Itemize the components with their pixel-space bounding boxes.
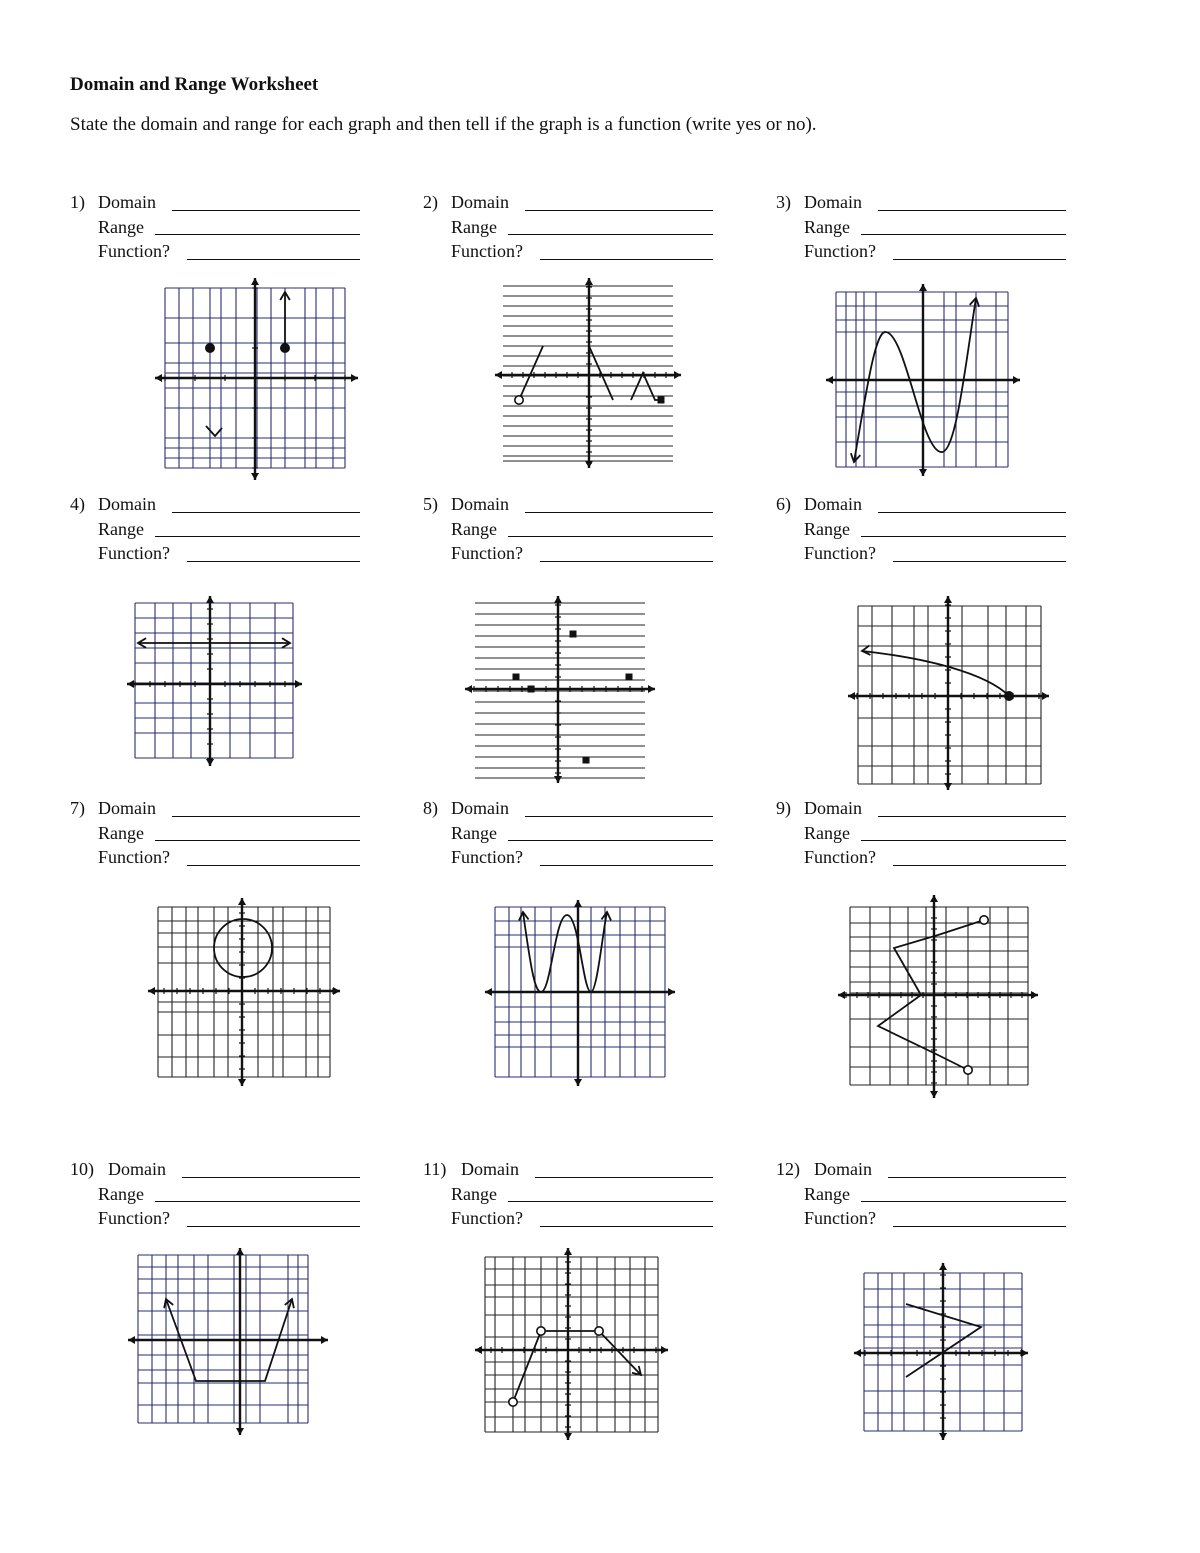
range-answer-blank[interactable] (155, 234, 360, 235)
range-label: Range (451, 216, 497, 237)
domain-label: Domain (804, 494, 862, 514)
domain-label: Domain (814, 1159, 872, 1179)
function-label: Function? (451, 1208, 523, 1228)
range-label: Range (98, 518, 144, 539)
function-answer-blank[interactable] (540, 561, 713, 562)
domain-label: Domain (108, 1159, 166, 1179)
range-answer-blank[interactable] (861, 234, 1066, 235)
domain-label: Domain (804, 798, 862, 818)
problem-number: 9) (776, 798, 791, 818)
range-answer-blank[interactable] (508, 840, 713, 841)
open-point (515, 396, 523, 404)
domain-answer-blank[interactable] (172, 512, 360, 513)
point (583, 757, 590, 764)
open-point (964, 1066, 972, 1074)
problem-number: 5) (423, 494, 438, 514)
graph-10-trapezoid-path (70, 1245, 360, 1437)
function-label: Function? (804, 543, 876, 563)
graph-6-decreasing-curve (776, 588, 1066, 788)
page-title: Domain and Range Worksheet (70, 74, 319, 95)
graph-curve (513, 1331, 641, 1402)
grid-lines (135, 603, 293, 758)
problem-4 (70, 492, 360, 566)
range-answer-blank[interactable] (155, 840, 360, 841)
open-point (980, 916, 988, 924)
domain-answer-blank[interactable] (182, 1177, 360, 1178)
problem-6 (776, 492, 1066, 566)
problem-number: 2) (423, 192, 438, 212)
problem-number: 8) (423, 798, 438, 818)
axes (475, 1248, 668, 1440)
domain-answer-blank[interactable] (878, 816, 1066, 817)
open-point (537, 1327, 545, 1335)
function-label: Function? (98, 1208, 170, 1228)
domain-answer-blank[interactable] (535, 1177, 713, 1178)
domain-label: Domain (98, 798, 156, 818)
function-answer-blank[interactable] (893, 1226, 1066, 1227)
range-label: Range (804, 822, 850, 843)
function-answer-blank[interactable] (187, 259, 360, 260)
arrow-head (862, 645, 870, 655)
problem-number: 1) (70, 192, 85, 212)
axes (127, 596, 302, 766)
range-answer-blank[interactable] (508, 1201, 713, 1202)
domain-label: Domain (804, 192, 862, 212)
function-label: Function? (451, 847, 523, 867)
problem-11 (423, 1157, 713, 1231)
range-label: Range (98, 1183, 144, 1204)
range-label: Range (98, 822, 144, 843)
problem-8 (423, 796, 713, 870)
problem-number: 10) (70, 1159, 94, 1179)
range-label: Range (98, 216, 144, 237)
domain-answer-blank[interactable] (525, 512, 713, 513)
function-answer-blank[interactable] (540, 259, 713, 260)
range-answer-blank[interactable] (861, 840, 1066, 841)
open-point (595, 1327, 603, 1335)
graph-12-triangle-path (776, 1245, 1066, 1437)
axes (826, 284, 1020, 476)
graph-5-discrete-points (423, 588, 713, 788)
function-label: Function? (98, 241, 170, 261)
problem-number: 3) (776, 192, 791, 212)
range-label: Range (804, 1183, 850, 1204)
function-label: Function? (451, 241, 523, 261)
problem-number: 11) (423, 1159, 447, 1179)
range-answer-blank[interactable] (155, 536, 360, 537)
domain-answer-blank[interactable] (525, 210, 713, 211)
function-answer-blank[interactable] (893, 561, 1066, 562)
graph-9-zigzag-left (776, 890, 1066, 1102)
closed-point (206, 344, 214, 352)
graph-4-horizontal-line (70, 588, 360, 788)
graph-7-circle (70, 890, 360, 1102)
function-label: Function? (804, 1208, 876, 1228)
problem-number: 12) (776, 1159, 800, 1179)
graph-curve (862, 651, 1009, 696)
problem-9 (776, 796, 1066, 870)
graph-8-wave-curve (423, 890, 713, 1102)
domain-answer-blank[interactable] (172, 210, 360, 211)
function-answer-blank[interactable] (893, 865, 1066, 866)
point (513, 674, 520, 681)
function-label: Function? (98, 543, 170, 563)
function-answer-blank[interactable] (540, 1226, 713, 1227)
point (528, 686, 535, 693)
range-label: Range (451, 1183, 497, 1204)
domain-label: Domain (98, 192, 156, 212)
problem-2 (423, 190, 713, 264)
domain-answer-blank[interactable] (878, 512, 1066, 513)
range-answer-blank[interactable] (861, 536, 1066, 537)
domain-label: Domain (461, 1159, 519, 1179)
range-answer-blank[interactable] (861, 1201, 1066, 1202)
closed-point (1005, 692, 1013, 700)
function-label: Function? (804, 847, 876, 867)
range-answer-blank[interactable] (508, 536, 713, 537)
axes (485, 900, 675, 1086)
graph-3-cubic-curve (776, 270, 1066, 485)
domain-answer-blank[interactable] (525, 816, 713, 817)
domain-label: Domain (451, 192, 509, 212)
problem-number: 7) (70, 798, 85, 818)
range-answer-blank[interactable] (508, 234, 713, 235)
problem-number: 6) (776, 494, 791, 514)
point (570, 631, 577, 638)
graph-1-vertical-ray-and-points (70, 270, 360, 485)
domain-answer-blank[interactable] (878, 210, 1066, 211)
open-point (509, 1398, 517, 1406)
problem-5 (423, 492, 713, 566)
domain-label: Domain (451, 494, 509, 514)
graph-curve (523, 912, 607, 992)
axes (148, 898, 340, 1086)
domain-label: Domain (451, 798, 509, 818)
graph-2-piecewise-zigzag (423, 270, 713, 485)
function-label: Function? (451, 543, 523, 563)
function-answer-blank[interactable] (540, 865, 713, 866)
instructions: State the domain and range for each graph and then tell if the graph is a function (write yes or no). (70, 114, 817, 135)
point (626, 674, 633, 681)
range-label: Range (451, 822, 497, 843)
problem-number: 4) (70, 494, 85, 514)
function-label: Function? (804, 241, 876, 261)
function-answer-blank[interactable] (187, 561, 360, 562)
function-label: Function? (98, 847, 170, 867)
point (658, 397, 665, 404)
problem-7 (70, 796, 360, 870)
domain-label: Domain (98, 494, 156, 514)
graph-11-piecewise-open-points (423, 1245, 713, 1437)
function-answer-blank[interactable] (893, 259, 1066, 260)
range-label: Range (804, 216, 850, 237)
domain-answer-blank[interactable] (888, 1177, 1066, 1178)
range-answer-blank[interactable] (155, 1201, 360, 1202)
closed-point (281, 344, 289, 352)
problem-3 (776, 190, 1066, 264)
function-answer-blank[interactable] (187, 865, 360, 866)
range-label: Range (804, 518, 850, 539)
range-label: Range (451, 518, 497, 539)
axes (848, 596, 1049, 790)
domain-answer-blank[interactable] (172, 816, 360, 817)
axes (465, 596, 655, 783)
problem-1 (70, 190, 360, 264)
problem-12 (776, 1157, 1066, 1231)
function-answer-blank[interactable] (187, 1226, 360, 1227)
problem-10 (70, 1157, 360, 1231)
graph-curve (206, 426, 222, 436)
